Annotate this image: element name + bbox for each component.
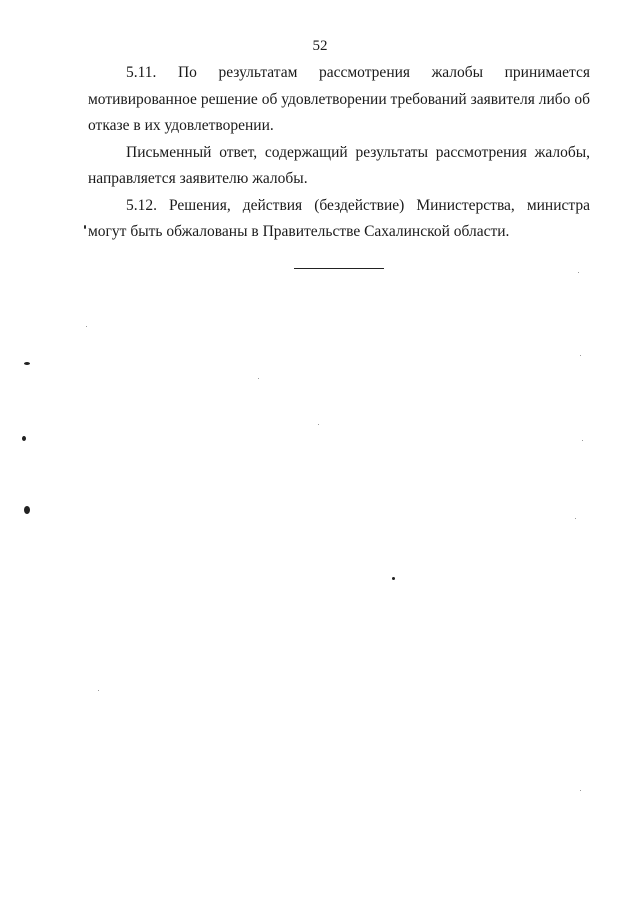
- scan-dot: [98, 690, 99, 691]
- page-number: 52: [312, 38, 328, 54]
- scan-mark: [24, 362, 30, 365]
- scan-dot: [578, 272, 579, 273]
- scan-dot: [258, 378, 259, 379]
- scan-dot: [582, 440, 583, 441]
- scan-mark: [84, 225, 86, 229]
- scan-dot: [580, 790, 581, 791]
- paragraph-5-11: 5.11. По результатам рассмотрения жалобы принимается мотивированное решение об удовлетворении требований заявителя либо об отказе в их удовлетворении.: [88, 64, 590, 134]
- scan-dot: [580, 355, 581, 356]
- scan-mark: [22, 436, 26, 441]
- end-separator-line: [294, 268, 384, 269]
- scan-dot: [318, 424, 319, 425]
- scan-dot: [86, 326, 87, 327]
- scan-dot: [575, 518, 576, 519]
- document-body: [88, 60, 590, 246]
- paragraph-written-answer: Письменный ответ, содержащий результаты рассмотрения жалобы, направляется заявителю жалобы.: [88, 143, 590, 187]
- scan-mark: [392, 577, 395, 580]
- scan-mark: [24, 506, 30, 514]
- paragraph-5-12: 5.12. Решения, действия (бездействие) Министерства, министра могут быть обжалованы в Правительстве Сахалинской области.: [88, 196, 590, 240]
